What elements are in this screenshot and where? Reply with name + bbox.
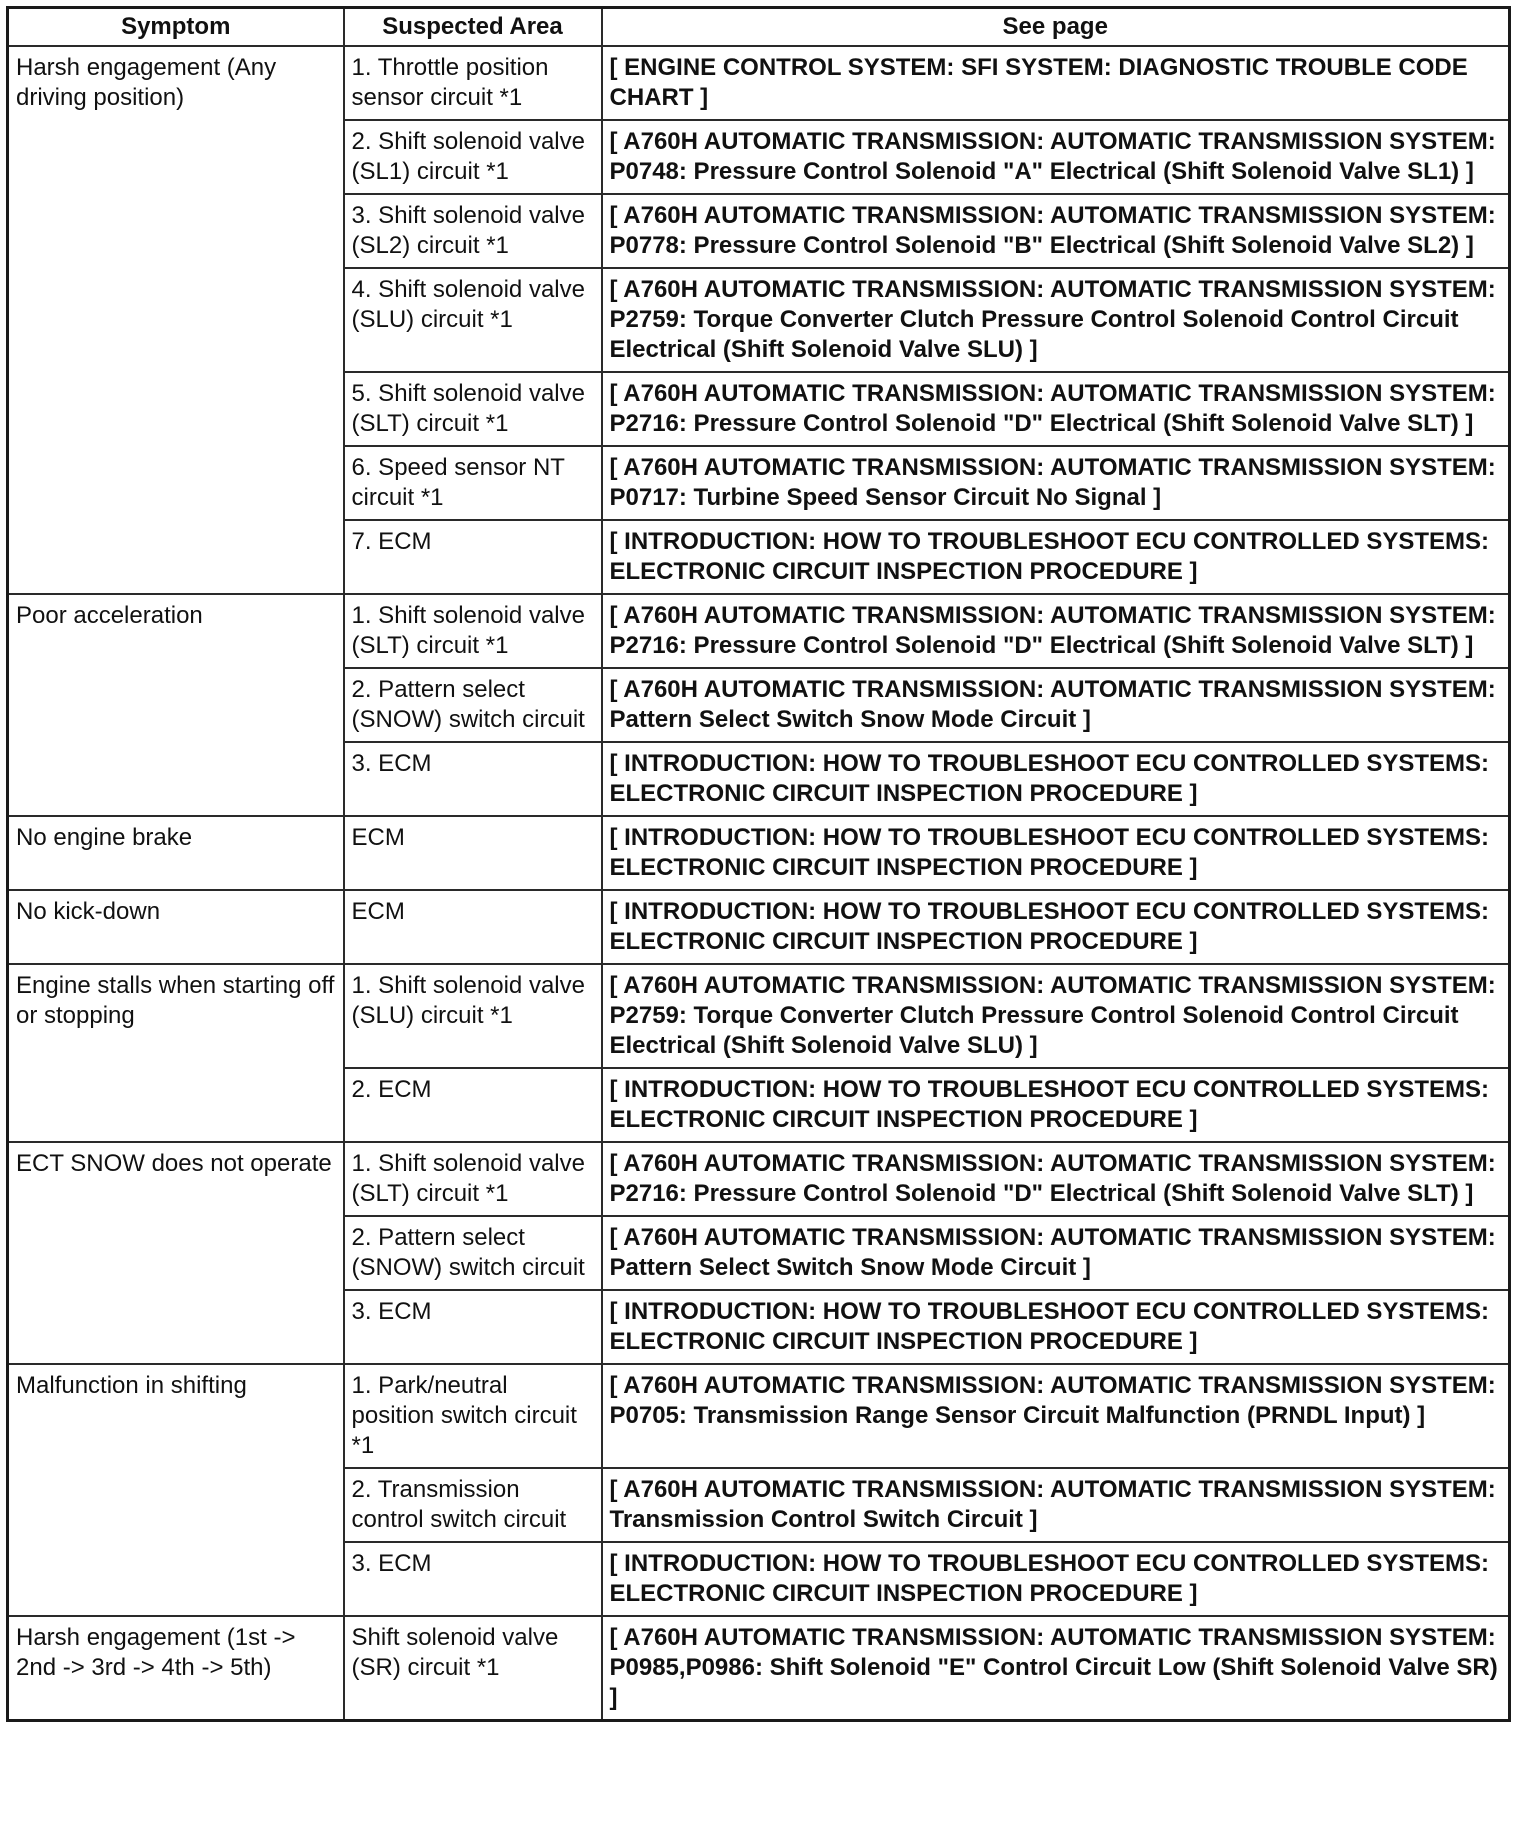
suspected-area-cell: 3. ECM — [344, 1290, 602, 1364]
see-page-link[interactable]: [ A760H AUTOMATIC TRANSMISSION: AUTOMATIC TRANSMISSION SYSTEM: P2716: Pressure Control Solenoid "D" Electrical (Shift Solenoid Valve SLT) ] — [602, 594, 1510, 668]
see-page-link[interactable]: [ A760H AUTOMATIC TRANSMISSION: AUTOMATIC TRANSMISSION SYSTEM: P2716: Pressure Control Solenoid "D" Electrical (Shift Solenoid Valve SLT) ] — [602, 372, 1510, 446]
suspected-area-cell: 3. ECM — [344, 742, 602, 816]
suspected-area-cell: 1. Shift solenoid valve (SLT) circuit *1 — [344, 594, 602, 668]
table-row — [8, 46, 1510, 120]
symptom-cell: Engine stalls when starting off or stopping — [8, 964, 344, 1142]
see-page-link[interactable]: [ INTRODUCTION: HOW TO TROUBLESHOOT ECU CONTROLLED SYSTEMS: ELECTRONIC CIRCUIT INSPECTION PROCEDURE ] — [602, 1068, 1510, 1142]
suspected-area-cell: 2. Pattern select (SNOW) switch circuit — [344, 1216, 602, 1290]
header-see-page: See page — [602, 8, 1510, 47]
see-page-link[interactable]: [ ENGINE CONTROL SYSTEM: SFI SYSTEM: DIAGNOSTIC TROUBLE CODE CHART ] — [602, 46, 1510, 120]
suspected-area-cell: 3. Shift solenoid valve (SL2) circuit *1 — [344, 194, 602, 268]
see-page-link[interactable]: [ INTRODUCTION: HOW TO TROUBLESHOOT ECU CONTROLLED SYSTEMS: ELECTRONIC CIRCUIT INSPECTION PROCEDURE ] — [602, 742, 1510, 816]
suspected-area-cell: 5. Shift solenoid valve (SLT) circuit *1 — [344, 372, 602, 446]
table-row — [8, 1364, 1510, 1468]
suspected-area-cell: 2. Transmission control switch circuit — [344, 1468, 602, 1542]
suspected-area-cell: 1. Shift solenoid valve (SLT) circuit *1 — [344, 1142, 602, 1216]
header-symptom: Symptom — [8, 8, 344, 47]
see-page-link[interactable]: [ A760H AUTOMATIC TRANSMISSION: AUTOMATIC TRANSMISSION SYSTEM: P2759: Torque Converter Clutch Pressure Control Solenoid Control Circuit Electrical (Shift Solenoid Valve SLU) ] — [602, 268, 1510, 372]
symptom-cell: Malfunction in shifting — [8, 1364, 344, 1616]
symptom-cell: No kick-down — [8, 890, 344, 964]
header-row — [8, 8, 1510, 47]
suspected-area-cell: ECM — [344, 890, 602, 964]
suspected-area-cell: 2. ECM — [344, 1068, 602, 1142]
suspected-area-cell: 1. Shift solenoid valve (SLU) circuit *1 — [344, 964, 602, 1068]
suspected-area-cell: ECM — [344, 816, 602, 890]
table-row — [8, 964, 1510, 1068]
see-page-link[interactable]: [ A760H AUTOMATIC TRANSMISSION: AUTOMATIC TRANSMISSION SYSTEM: Pattern Select Switch Snow Mode Circuit ] — [602, 1216, 1510, 1290]
see-page-link[interactable]: [ A760H AUTOMATIC TRANSMISSION: AUTOMATIC TRANSMISSION SYSTEM: Transmission Control Switch Circuit ] — [602, 1468, 1510, 1542]
header-suspected-area: Suspected Area — [344, 8, 602, 47]
trouble-table — [6, 6, 1511, 1722]
table-row — [8, 594, 1510, 668]
see-page-link[interactable]: [ A760H AUTOMATIC TRANSMISSION: AUTOMATIC TRANSMISSION SYSTEM: P0778: Pressure Control Solenoid "B" Electrical (Shift Solenoid Valve SL2) ] — [602, 194, 1510, 268]
suspected-area-cell: 1. Park/neutral position switch circuit *1 — [344, 1364, 602, 1468]
see-page-link[interactable]: [ A760H AUTOMATIC TRANSMISSION: AUTOMATIC TRANSMISSION SYSTEM: P0705: Transmission Range Sensor Circuit Malfunction (PRNDL Input) ] — [602, 1364, 1510, 1468]
see-page-link[interactable]: [ A760H AUTOMATIC TRANSMISSION: AUTOMATIC TRANSMISSION SYSTEM: Pattern Select Switch Snow Mode Circuit ] — [602, 668, 1510, 742]
suspected-area-cell: 1. Throttle position sensor circuit *1 — [344, 46, 602, 120]
see-page-link[interactable]: [ A760H AUTOMATIC TRANSMISSION: AUTOMATIC TRANSMISSION SYSTEM: P0748: Pressure Control Solenoid "A" Electrical (Shift Solenoid Valve SL1) ] — [602, 120, 1510, 194]
see-page-link[interactable]: [ INTRODUCTION: HOW TO TROUBLESHOOT ECU CONTROLLED SYSTEMS: ELECTRONIC CIRCUIT INSPECTION PROCEDURE ] — [602, 816, 1510, 890]
table-row — [8, 816, 1510, 890]
see-page-link[interactable]: [ A760H AUTOMATIC TRANSMISSION: AUTOMATIC TRANSMISSION SYSTEM: P2716: Pressure Control Solenoid "D" Electrical (Shift Solenoid Valve SLT) ] — [602, 1142, 1510, 1216]
see-page-link[interactable]: [ INTRODUCTION: HOW TO TROUBLESHOOT ECU CONTROLLED SYSTEMS: ELECTRONIC CIRCUIT INSPECTION PROCEDURE ] — [602, 520, 1510, 594]
suspected-area-cell: Shift solenoid valve (SR) circuit *1 — [344, 1616, 602, 1721]
table-body — [8, 46, 1510, 1721]
symptom-cell: Harsh engagement (1st -> 2nd -> 3rd -> 4th -> 5th) — [8, 1616, 344, 1721]
suspected-area-cell: 2. Pattern select (SNOW) switch circuit — [344, 668, 602, 742]
suspected-area-cell: 7. ECM — [344, 520, 602, 594]
symptom-cell: Poor acceleration — [8, 594, 344, 816]
see-page-link[interactable]: [ A760H AUTOMATIC TRANSMISSION: AUTOMATIC TRANSMISSION SYSTEM: P0717: Turbine Speed Sensor Circuit No Signal ] — [602, 446, 1510, 520]
table-row — [8, 890, 1510, 964]
see-page-link[interactable]: [ A760H AUTOMATIC TRANSMISSION: AUTOMATIC TRANSMISSION SYSTEM: P0985,P0986: Shift Solenoid "E" Control Circuit Low (Shift Solenoid Valve SR) ] — [602, 1616, 1510, 1721]
suspected-area-cell: 4. Shift solenoid valve (SLU) circuit *1 — [344, 268, 602, 372]
see-page-link[interactable]: [ INTRODUCTION: HOW TO TROUBLESHOOT ECU CONTROLLED SYSTEMS: ELECTRONIC CIRCUIT INSPECTION PROCEDURE ] — [602, 890, 1510, 964]
symptom-cell: ECT SNOW does not operate — [8, 1142, 344, 1364]
suspected-area-cell: 2. Shift solenoid valve (SL1) circuit *1 — [344, 120, 602, 194]
table-row — [8, 1616, 1510, 1721]
see-page-link[interactable]: [ INTRODUCTION: HOW TO TROUBLESHOOT ECU CONTROLLED SYSTEMS: ELECTRONIC CIRCUIT INSPECTION PROCEDURE ] — [602, 1290, 1510, 1364]
suspected-area-cell: 6. Speed sensor NT circuit *1 — [344, 446, 602, 520]
suspected-area-cell: 3. ECM — [344, 1542, 602, 1616]
symptom-cell: Harsh engagement (Any driving position) — [8, 46, 344, 594]
see-page-link[interactable]: [ A760H AUTOMATIC TRANSMISSION: AUTOMATIC TRANSMISSION SYSTEM: P2759: Torque Converter Clutch Pressure Control Solenoid Control Circuit Electrical (Shift Solenoid Valve SLU) ] — [602, 964, 1510, 1068]
see-page-link[interactable]: [ INTRODUCTION: HOW TO TROUBLESHOOT ECU CONTROLLED SYSTEMS: ELECTRONIC CIRCUIT INSPECTION PROCEDURE ] — [602, 1542, 1510, 1616]
table-row — [8, 1142, 1510, 1216]
symptom-cell: No engine brake — [8, 816, 344, 890]
